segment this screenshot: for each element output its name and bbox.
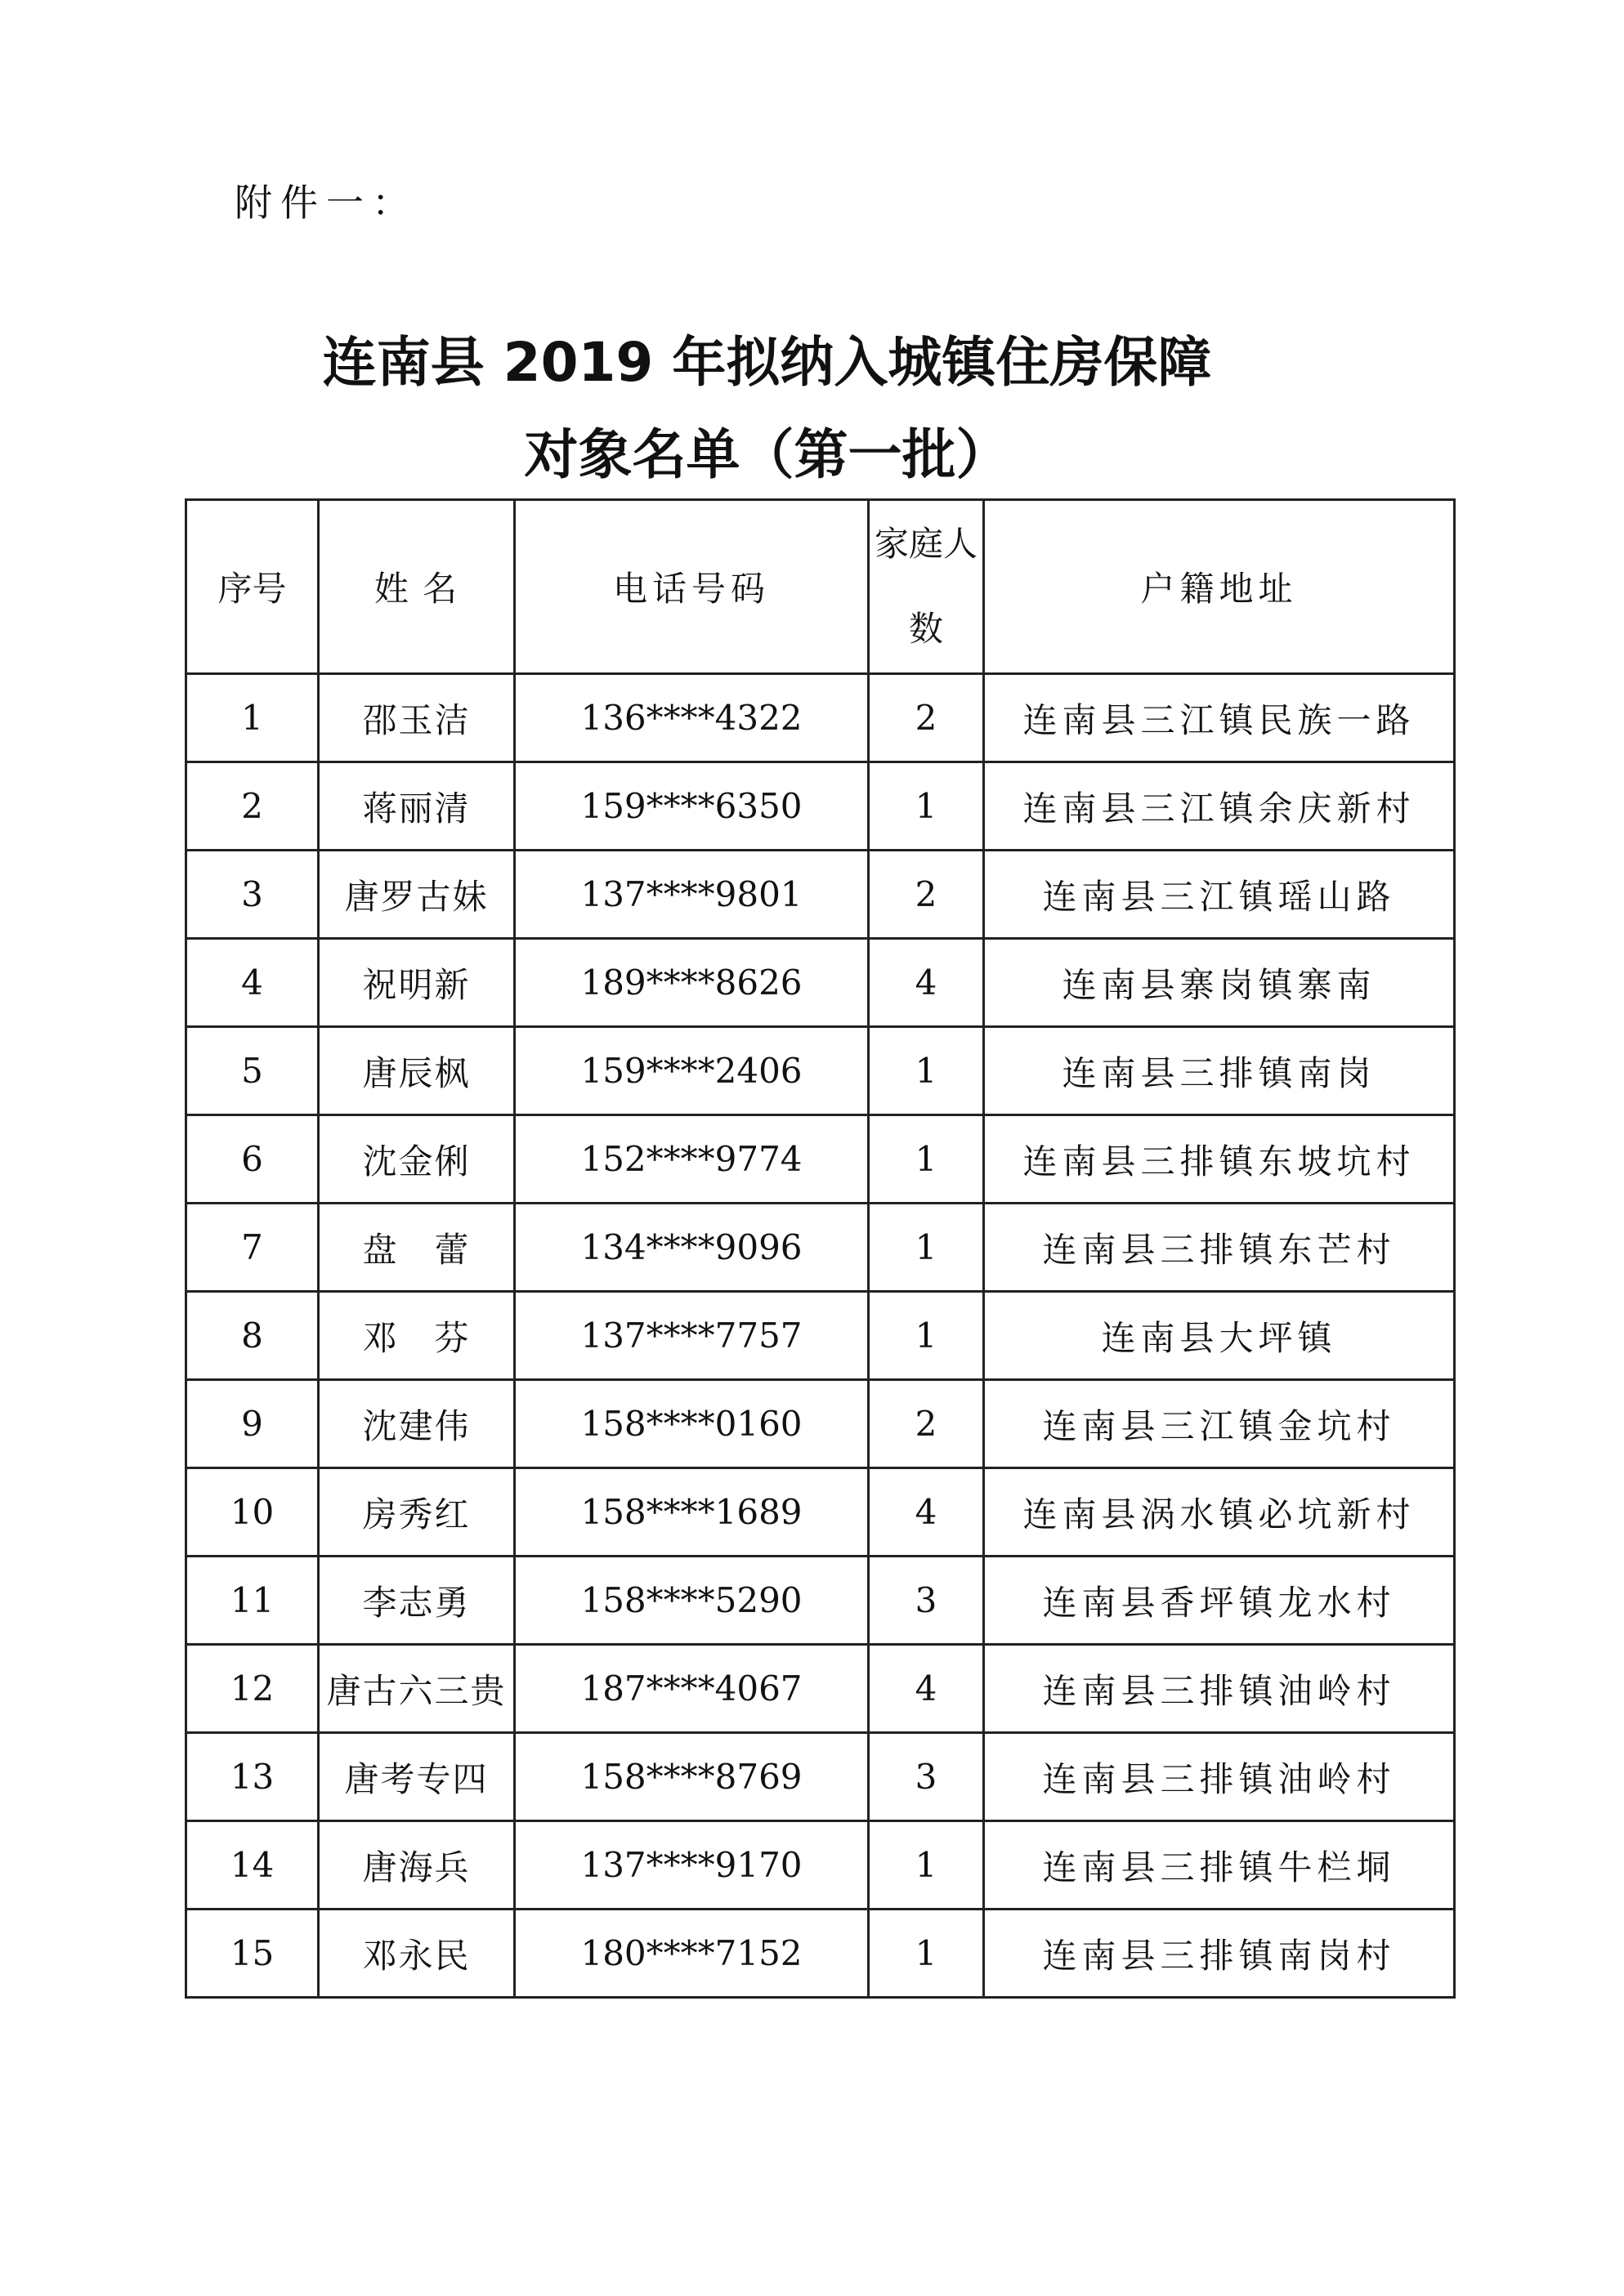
row-family-size: 1: [869, 1115, 984, 1204]
row-phone: 158****5290: [515, 1557, 869, 1645]
row-phone: 187****4067: [515, 1645, 869, 1733]
row-phone: 134****9096: [515, 1204, 869, 1292]
row-address: 连南县三江镇民族一路: [984, 674, 1455, 762]
attachment-label: 附件一：: [235, 181, 418, 225]
table-row: [186, 1027, 1455, 1115]
table-row: [186, 1910, 1455, 1998]
row-address: 连南县三排镇南岗村: [984, 1910, 1455, 1998]
row-address: 连南县三排镇油岭村: [984, 1733, 1455, 1821]
row-family-size: 1: [869, 762, 984, 851]
row-family-size: 4: [869, 939, 984, 1027]
header-serial-number: 序号: [186, 500, 319, 674]
row-family-size: 3: [869, 1733, 984, 1821]
header-phone: 电话号码: [515, 500, 869, 674]
row-serial-number: 1: [186, 674, 319, 762]
row-phone: 159****6350: [515, 762, 869, 851]
table-row: [186, 1468, 1455, 1557]
row-family-size: 2: [869, 1380, 984, 1468]
row-family-size: 2: [869, 674, 984, 762]
row-phone: 189****8626: [515, 939, 869, 1027]
row-phone: 137****9801: [515, 851, 869, 939]
row-name: 唐海兵: [319, 1821, 515, 1910]
row-name: 唐辰枫: [319, 1027, 515, 1115]
row-address: 连南县三排镇牛栏垌: [984, 1821, 1455, 1910]
row-address: 连南县香坪镇龙水村: [984, 1557, 1455, 1645]
row-serial-number: 5: [186, 1027, 319, 1115]
row-phone: 152****9774: [515, 1115, 869, 1204]
row-family-size: 1: [869, 1204, 984, 1292]
table-row: [186, 1557, 1455, 1645]
table-row: [186, 1821, 1455, 1910]
row-address: 连南县三排镇东坡坑村: [984, 1115, 1455, 1204]
row-phone: 137****9170: [515, 1821, 869, 1910]
row-address: 连南县三排镇东芒村: [984, 1204, 1455, 1292]
row-name: 祝明新: [319, 939, 515, 1027]
table-row: [186, 1645, 1455, 1733]
row-family-size: 3: [869, 1557, 984, 1645]
roster-table-header: [186, 500, 1455, 674]
row-name: 盘 蕾: [319, 1204, 515, 1292]
row-address: 连南县三排镇油岭村: [984, 1645, 1455, 1733]
table-row: [186, 1380, 1455, 1468]
table-row: [186, 1292, 1455, 1380]
table-row: [186, 674, 1455, 762]
header-row: [186, 500, 1455, 674]
roster-table: [185, 498, 1456, 1999]
row-serial-number: 14: [186, 1821, 319, 1910]
row-address: 连南县涡水镇必坑新村: [984, 1468, 1455, 1557]
table-row: [186, 851, 1455, 939]
row-serial-number: 2: [186, 762, 319, 851]
row-family-size: 1: [869, 1292, 984, 1380]
row-family-size: 1: [869, 1910, 984, 1998]
roster-table-body: [186, 674, 1455, 1998]
row-serial-number: 8: [186, 1292, 319, 1380]
row-address: 连南县寨岗镇寨南: [984, 939, 1455, 1027]
row-name: 邓永民: [319, 1910, 515, 1998]
row-name: 唐考专四: [319, 1733, 515, 1821]
row-phone: 180****7152: [515, 1910, 869, 1998]
row-serial-number: 4: [186, 939, 319, 1027]
row-name: 沈建伟: [319, 1380, 515, 1468]
table-row: [186, 939, 1455, 1027]
row-phone: 158****1689: [515, 1468, 869, 1557]
row-name: 房秀红: [319, 1468, 515, 1557]
row-name: 邵玉洁: [319, 674, 515, 762]
table-row: [186, 1733, 1455, 1821]
header-family-size: 家庭人数: [869, 500, 984, 674]
row-serial-number: 12: [186, 1645, 319, 1733]
row-name: 唐罗古妹: [319, 851, 515, 939]
row-serial-number: 13: [186, 1733, 319, 1821]
row-family-size: 2: [869, 851, 984, 939]
row-address: 连南县三江镇余庆新村: [984, 762, 1455, 851]
row-phone: 158****0160: [515, 1380, 869, 1468]
row-serial-number: 10: [186, 1468, 319, 1557]
row-serial-number: 15: [186, 1910, 319, 1998]
row-name: 唐古六三贵: [319, 1645, 515, 1733]
row-phone: 159****2406: [515, 1027, 869, 1115]
row-phone: 158****8769: [515, 1733, 869, 1821]
row-address: 连南县三江镇瑶山路: [984, 851, 1455, 939]
table-row: [186, 1115, 1455, 1204]
row-address: 连南县三排镇南岗: [984, 1027, 1455, 1115]
row-name: 李志勇: [319, 1557, 515, 1645]
document-title-line-2: 对象名单（第一批）: [524, 423, 1010, 486]
row-serial-number: 7: [186, 1204, 319, 1292]
table-row: [186, 762, 1455, 851]
row-address: 连南县大坪镇: [984, 1292, 1455, 1380]
row-family-size: 4: [869, 1645, 984, 1733]
document-title-line-1: 连南县 2019 年拟纳入城镇住房保障: [322, 331, 1212, 394]
row-family-size: 1: [869, 1027, 984, 1115]
header-name: 姓 名: [319, 500, 515, 674]
row-family-size: 1: [869, 1821, 984, 1910]
row-name: 沈金俐: [319, 1115, 515, 1204]
row-name: 邓 芬: [319, 1292, 515, 1380]
row-phone: 137****7757: [515, 1292, 869, 1380]
row-serial-number: 11: [186, 1557, 319, 1645]
row-phone: 136****4322: [515, 674, 869, 762]
row-family-size: 4: [869, 1468, 984, 1557]
header-address: 户籍地址: [984, 500, 1455, 674]
row-serial-number: 9: [186, 1380, 319, 1468]
row-serial-number: 3: [186, 851, 319, 939]
row-name: 蒋丽清: [319, 762, 515, 851]
row-address: 连南县三江镇金坑村: [984, 1380, 1455, 1468]
table-row: [186, 1204, 1455, 1292]
row-serial-number: 6: [186, 1115, 319, 1204]
